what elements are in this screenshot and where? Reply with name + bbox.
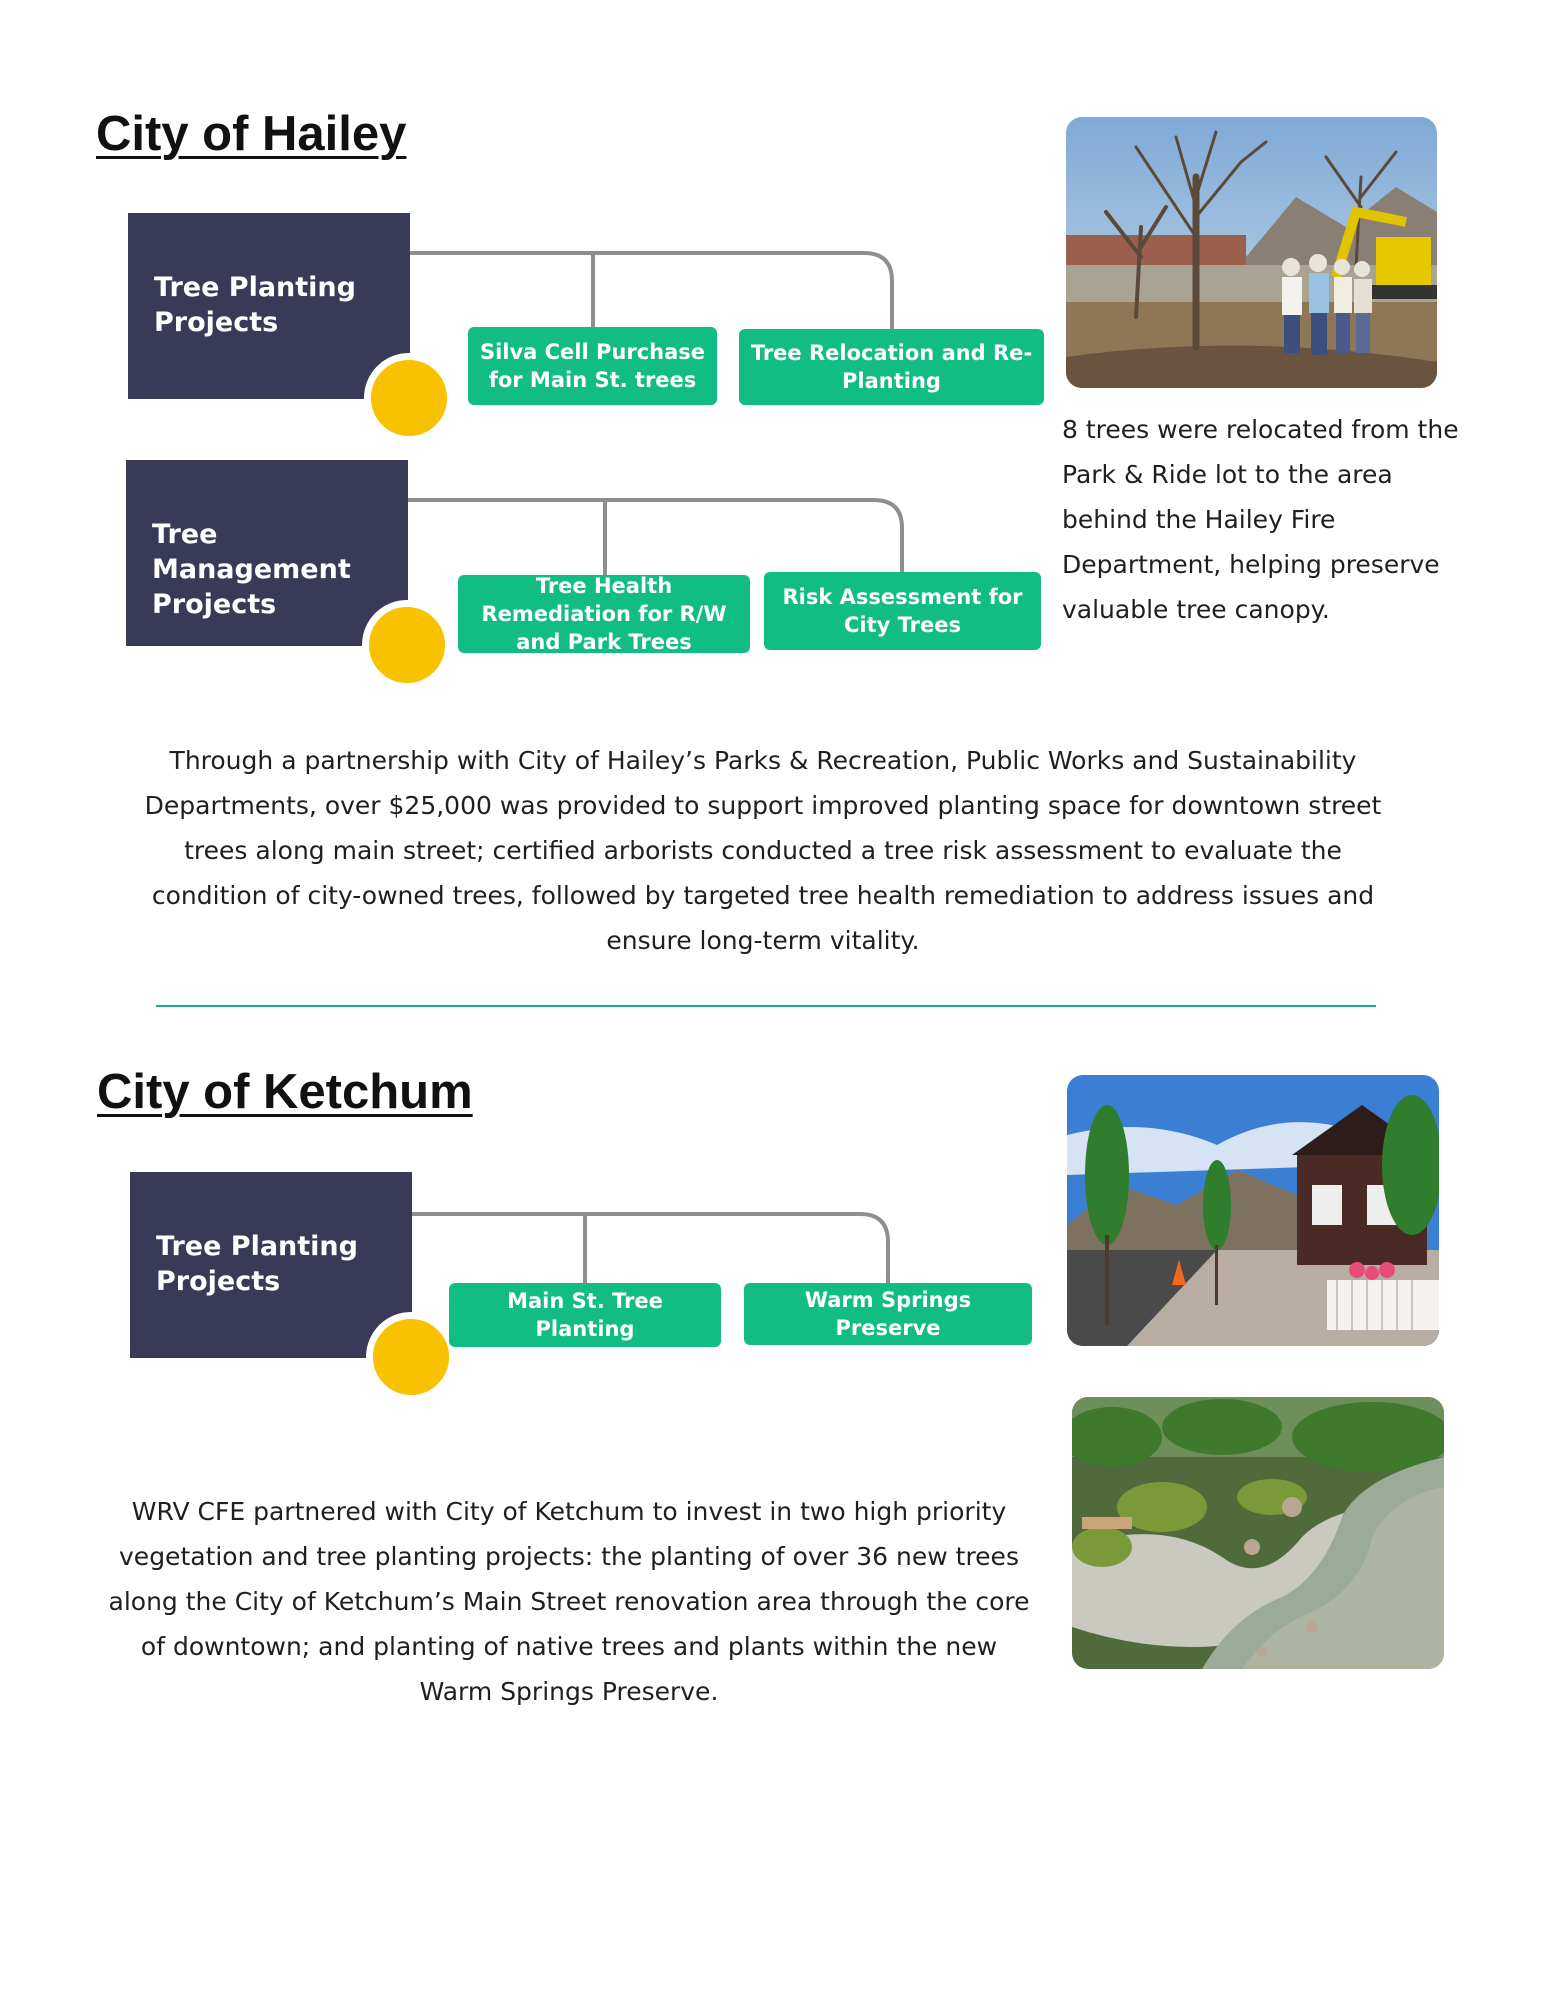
hailey-tree-planting-title: Tree Planting Projects xyxy=(154,272,356,338)
ketchum-tree-planting-dot xyxy=(366,1312,456,1402)
silva-cell-purchase-box xyxy=(468,327,717,405)
main-st-tree-planting-box xyxy=(449,1283,721,1347)
risk-assessment-box xyxy=(764,572,1041,650)
hailey-tree-planting-dot xyxy=(364,353,454,443)
hailey-tree-management-dot xyxy=(362,600,452,690)
hailey-paragraph: Through a partnership with City of Hailey’s Parks & Recreation, Public Works and Sustainability Departments, over $25,000 was provided to support improved planting space for downtown street trees along main street; certified arborists conducted a tree risk assessment to evaluate the condition of city-owned trees, followed by targeted tree health remediation to address issues and ensure long-term vitality. xyxy=(144,746,1382,955)
hailey-tree-management-card xyxy=(126,460,408,646)
ketchum-tree-planting-title: Tree Planting Projects xyxy=(156,1231,358,1297)
silva-cell-purchase-label: Silva Cell Purchase for Main St. trees xyxy=(479,340,706,392)
ketchum-heading: City of Ketchum xyxy=(97,1065,473,1119)
hailey-tree-planting-card xyxy=(128,213,410,399)
main-st-tree-planting-label: Main St. Tree Planting xyxy=(507,1289,663,1341)
warm-springs-preserve-photo xyxy=(1072,1397,1444,1669)
tree-relocation-box xyxy=(739,329,1044,405)
risk-assessment-label: Risk Assessment for City Trees xyxy=(782,585,1023,637)
warm-springs-preserve-label: Warm Springs Preserve xyxy=(804,1288,972,1340)
warm-springs-preserve-box xyxy=(744,1283,1032,1345)
hailey-heading: City of Hailey xyxy=(96,107,407,161)
ketchum-paragraph: WRV CFE partnered with City of Ketchum to invest in two high priority vegetation and tree planting projects: the planting of over 36 new trees along the City of Ketchum’s Main Street renovation area through the core of downtown; and planting of native trees and plants within the new Warm Springs Preserve. xyxy=(108,1497,1030,1706)
ketchum-main-street-photo xyxy=(1067,1075,1439,1346)
tree-relocation-label: Tree Relocation and Re-Planting xyxy=(750,341,1033,393)
ketchum-tree-planting-card xyxy=(130,1172,412,1358)
tree-health-remediation-box xyxy=(458,575,750,653)
section-divider xyxy=(156,1005,1376,1007)
tree-health-remediation-label: Tree Health Remediation for R/W and Park Trees xyxy=(481,574,727,654)
hailey-tree-relocation-photo xyxy=(1066,117,1437,388)
hailey-photo-caption: 8 trees were relocated from the Park & Ride lot to the area behind the Hailey Fire Department, helping preserve valuable tree canopy. xyxy=(1062,415,1459,624)
hailey-tree-management-title: Tree Management Projects xyxy=(152,519,351,620)
